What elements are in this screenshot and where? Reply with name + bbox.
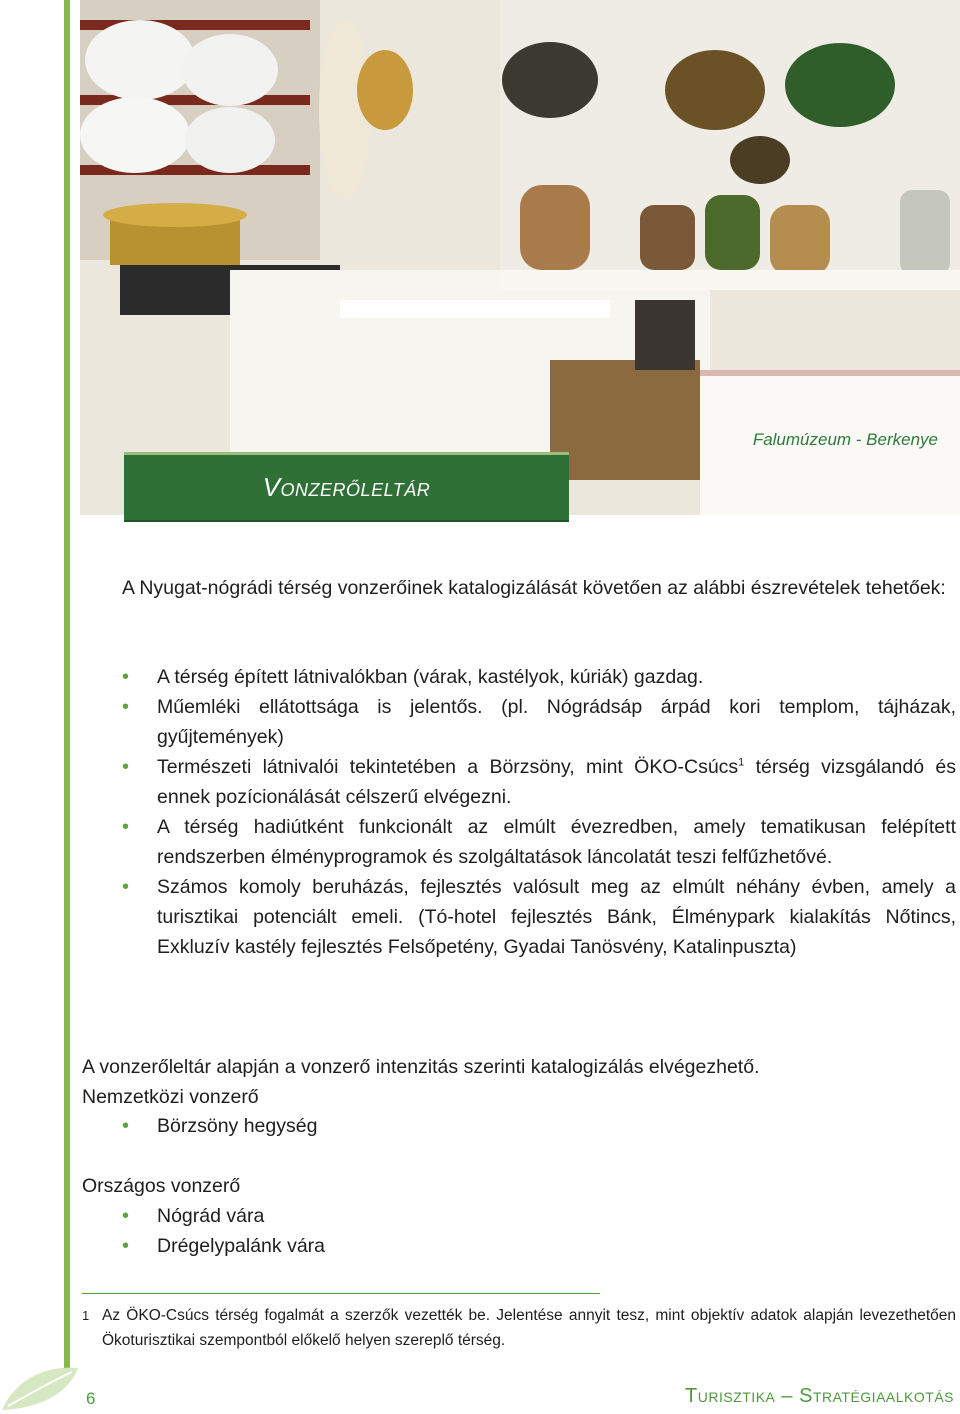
footnote-number: 1 xyxy=(82,1308,90,1323)
summary-paragraph: A vonzerőleltár alapján a vonzerő intenzitás szerinti katalogizálás elvégezhető. xyxy=(82,1056,760,1078)
list-item: • Számos komoly beruházás, fejlesztés valósult meg az elmúlt néhány évben, amely a turisztikai potenciált emeli. (Tó-hotel fejlesztés Bánk, Élménypark kialakítás Nőtincs, Exkluzív kastély fejlesztés Felsőpetény, Gyadai Tanösvény, Katalinpuszta) xyxy=(82,872,956,962)
section-title: Vonzerőleltár xyxy=(262,472,431,502)
list-item-text: Természeti látnivalói tekintetében a Börzsöny, mint ÖKO-Csúcs xyxy=(157,756,739,778)
running-title: Turisztika – Stratégiaalkotás xyxy=(685,1385,954,1407)
page-number: 6 xyxy=(86,1389,96,1408)
footnote-text: Az ÖKO-Csúcs térség fogalmát a szerzők vezették be. Jelentése annyit tesz, mint objektív adatok alapján levezethetően Ökoturisztikai szempontból előkelő helyen szereplő térség. xyxy=(102,1307,956,1349)
footnote-ref: 1 xyxy=(738,756,745,769)
list-item: • Műemléki ellátottsága is jelentős. (pl. Nógrádsáp árpád kori templom, tájházak, gyűjtemények) xyxy=(82,692,956,752)
intro-paragraph: A Nyugat-nógrádi térség vonzerőinek katalogizálását követően az alábbi észrevételek tehetőek: xyxy=(122,577,946,599)
list-item: • Nógrád vára xyxy=(82,1201,956,1231)
footnote-divider xyxy=(82,1293,600,1294)
list-item xyxy=(82,752,956,812)
list-item-text: térség vizsgálandó és ennek pozícionálását célszerű elvégezni. xyxy=(157,756,956,808)
observation-list xyxy=(82,662,956,962)
national-list xyxy=(82,1111,956,1141)
left-accent-bar xyxy=(64,0,70,1374)
section-title-box xyxy=(124,452,569,522)
national-heading: Nemzetközi vonzerő xyxy=(82,1086,259,1108)
photo-caption: Falumúzeum - Berkenye xyxy=(752,430,938,449)
list-item: • Drégelypalánk vára xyxy=(82,1231,956,1261)
leaf-logo-icon xyxy=(0,1360,80,1414)
list-item: • A térség hadiútként funkcionált az elmúlt évezredben, amely tematikusan felépített rendszerben élményprogramok és szolgáltatások láncolatát teszi felfűzhetővé. xyxy=(82,812,956,872)
list-item: • Börzsöny hegység xyxy=(82,1111,956,1141)
national-country-heading: Országos vonzerő xyxy=(82,1175,241,1197)
country-list xyxy=(82,1201,956,1261)
footnote xyxy=(82,1303,956,1353)
list-item: • A térség épített látnivalókban (várak, kastélyok, kúriák) gazdag. xyxy=(82,662,956,692)
